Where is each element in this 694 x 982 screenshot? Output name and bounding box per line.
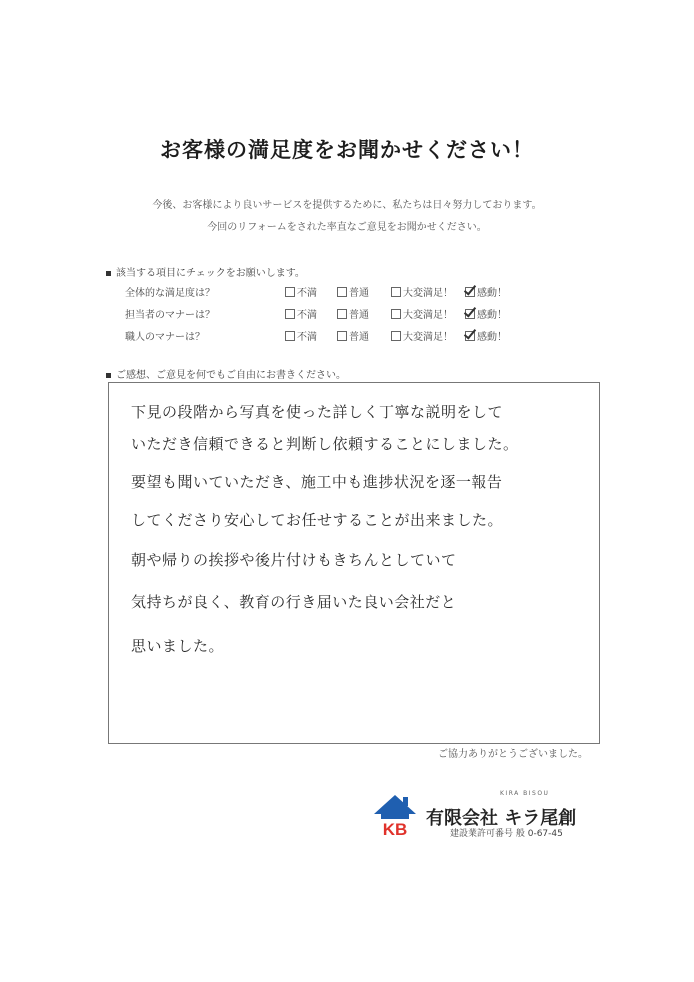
option-label: 普通 — [349, 332, 369, 343]
checked-checkbox-icon[interactable] — [465, 287, 475, 297]
comment-line: してくださり安心してお任せすることが出来ました。 — [131, 511, 504, 529]
comment-line: 思いました。 — [131, 637, 225, 655]
company-reading: KIRA BISOU — [500, 790, 550, 797]
comment-line: 気持ちが良く、教育の行き届いた良い会社だと — [131, 593, 457, 611]
comment-heading-text: ご感想、ご意見を何でもご自由にお書きください。 — [116, 370, 346, 381]
license-number: 建設業許可番号 般 0-67-45 — [450, 829, 563, 839]
option-very-satisfied[interactable] — [391, 328, 453, 343]
intro-line-1: 今後、お客様により良いサービスを提供するために、私たちは日々努力しております。 — [152, 200, 542, 211]
company-logo — [372, 792, 418, 838]
question-label: 全体的な満足度は？ — [125, 288, 215, 299]
option-normal[interactable] — [337, 284, 369, 299]
comment-line: 朝や帰りの挨拶や後片付けもきちんとしていて — [131, 551, 457, 569]
option-moved[interactable] — [465, 284, 507, 299]
option-label: 不満 — [297, 310, 317, 321]
option-label: 普通 — [349, 288, 369, 299]
option-label: 大変満足！ — [403, 288, 453, 299]
option-very-satisfied[interactable] — [391, 284, 453, 299]
comment-heading — [106, 366, 346, 381]
checkbox-icon[interactable] — [285, 287, 295, 297]
logo-text: KB — [382, 820, 408, 838]
checkbox-icon[interactable] — [285, 309, 295, 319]
question-label: 担当者のマナーは？ — [125, 310, 215, 321]
comment-line: いただき信頼できると判断し依頼することにしました。 — [131, 435, 519, 453]
survey-heading-text: 該当する項目にチェックをお願いします。 — [116, 268, 305, 279]
option-very-satisfied[interactable] — [391, 306, 453, 321]
intro-line-2: 今回のリフォームをされた率直なご意見をお聞かせください。 — [207, 222, 487, 233]
survey-heading — [106, 264, 305, 279]
checked-checkbox-icon[interactable] — [465, 309, 475, 319]
checkbox-icon[interactable] — [391, 309, 401, 319]
comment-line: 下見の段階から写真を使った詳しく丁寧な説明をして — [131, 403, 504, 421]
checkbox-icon[interactable] — [391, 331, 401, 341]
option-dissatisfied[interactable] — [285, 306, 317, 321]
checkbox-icon[interactable] — [285, 331, 295, 341]
checkbox-icon[interactable] — [337, 287, 347, 297]
bullet-square-icon — [106, 373, 111, 378]
option-dissatisfied[interactable] — [285, 328, 317, 343]
bullet-square-icon — [106, 271, 111, 276]
question-label: 職人のマナーは？ — [125, 332, 205, 343]
option-dissatisfied[interactable] — [285, 284, 317, 299]
option-moved[interactable] — [465, 328, 507, 343]
option-label: 感動！ — [477, 332, 507, 343]
checkbox-icon[interactable] — [337, 331, 347, 341]
comment-line: 要望も聞いていただき、施工中も進捗状況を逐一報告 — [131, 473, 503, 491]
company-name: 有限会社 キラ尾創 — [426, 808, 577, 829]
option-label: 感動！ — [477, 310, 507, 321]
comment-box[interactable] — [108, 382, 600, 744]
option-label: 普通 — [349, 310, 369, 321]
page-title: お客様の満足度をお聞かせください！ — [160, 138, 534, 162]
option-label: 大変満足！ — [403, 310, 453, 321]
closing-message: ご協力ありがとうございました。 — [438, 749, 588, 760]
checked-checkbox-icon[interactable] — [465, 331, 475, 341]
option-normal[interactable] — [337, 328, 369, 343]
option-label: 感動！ — [477, 288, 507, 299]
option-label: 大変満足！ — [403, 332, 453, 343]
option-moved[interactable] — [465, 306, 507, 321]
checkbox-icon[interactable] — [391, 287, 401, 297]
option-label: 不満 — [297, 332, 317, 343]
option-normal[interactable] — [337, 306, 369, 321]
checkbox-icon[interactable] — [337, 309, 347, 319]
option-label: 不満 — [297, 288, 317, 299]
